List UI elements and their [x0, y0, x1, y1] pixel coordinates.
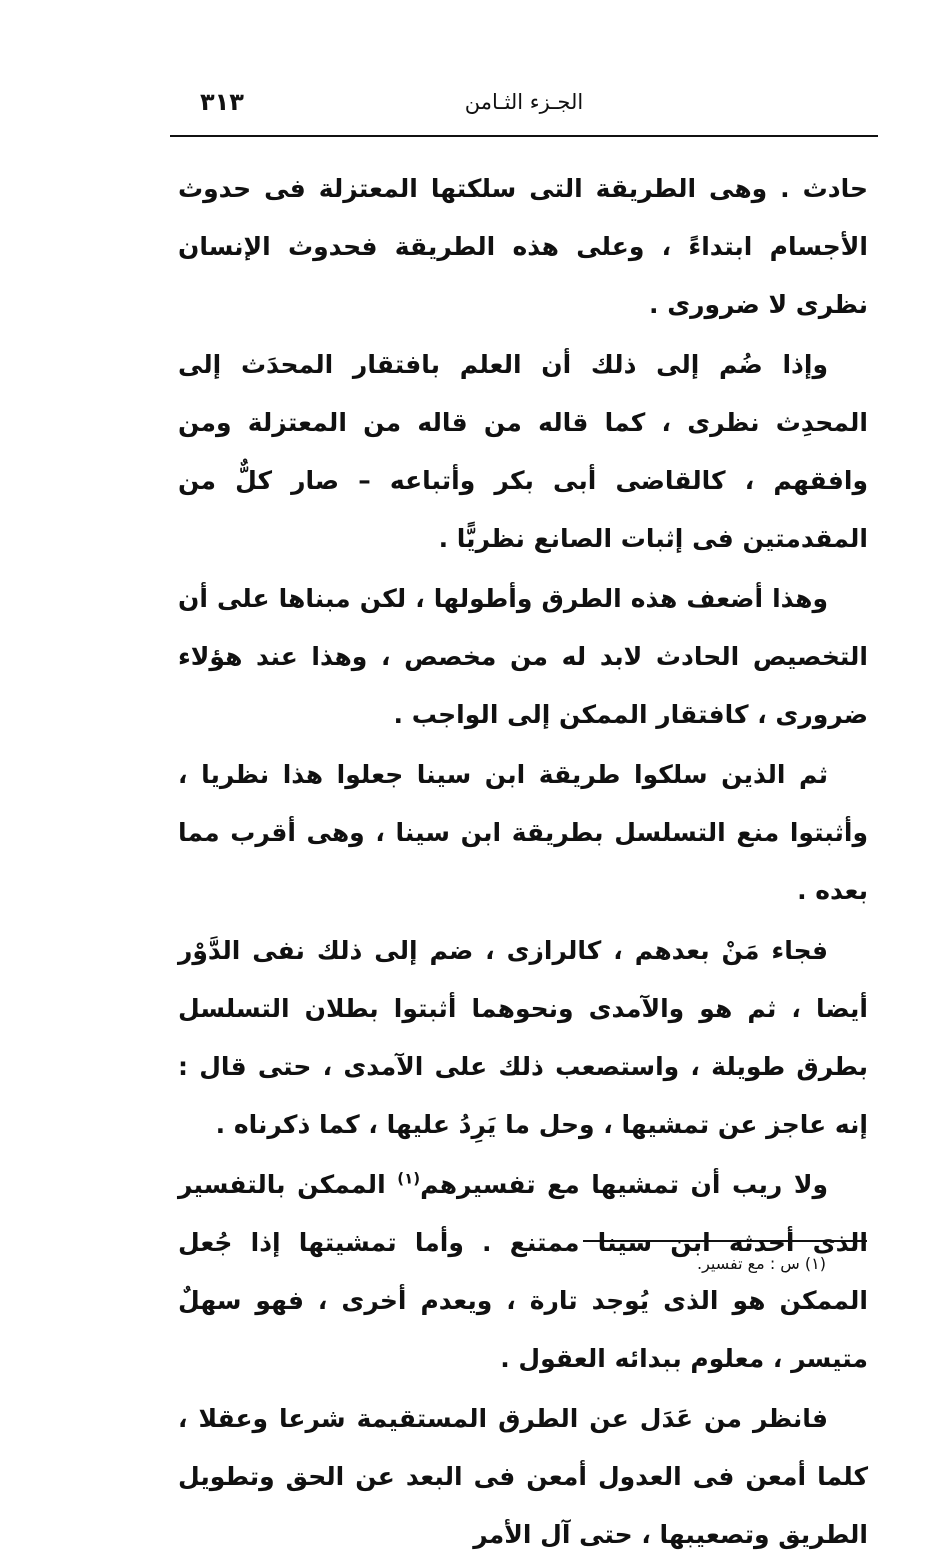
- paragraph: فانظر من عَدَل عن الطرق المستقيمة شرعا وعقلا ، كلما أمعن فى العدول أمعن فى البعد عن الحق وتطويل الطريق وتصعيبها ، حتى آل الأمر: [178, 1404, 868, 1549]
- running-head: [170, 88, 878, 128]
- footnote-rule: [583, 1240, 867, 1242]
- paragraph-text: الممكن بالتفسير الذى أحدثه ابن سينا ممتنع . وأما تمشيتها إذا جُعل الممكن هو الذى يُوجد تارة ، ويعدم أخرى ، فهو سهلٌ متيسر ، معلوم ببدائه العقول .: [178, 1170, 868, 1373]
- paragraph-text: ولا ريب أن تمشيها مع تفسيرهم: [420, 1170, 828, 1199]
- running-title: الجـزء الثـامن: [464, 90, 584, 114]
- paragraph: فجاء مَنْ بعدهم ، كالرازى ، ضم إلى ذلك نفى الدَّوْر أيضا ، ثم هو والآمدى ونحوهما أثبتوا بطلان التسلسل بطرق طويلة ، واستصعب ذلك على الآمدى ، حتى قال : إنه عاجز عن تمشيها ، وحل ما يَرِدُ عليها ، كما ذكرناه .: [178, 936, 868, 1139]
- footnote-reference: (١): [397, 1169, 421, 1188]
- paragraph: ثم الذين سلكوا طريقة ابن سينا جعلوا هذا نظريا ، وأثبتوا منع التسلسل بطريقة ابن سينا ، وهى أقرب مما بعده .: [178, 760, 868, 905]
- page-number: ٣١٣: [200, 88, 244, 116]
- main-text: [178, 160, 868, 1566]
- paragraph: حادث . وهى الطريقة التى سلكتها المعتزلة فى حدوث الأجسام ابتداءً ، وعلى هذه الطريقة فحدوث الإنسان نظرى لا ضرورى .: [178, 174, 868, 319]
- footnote: (١) س : مع تفسير.: [697, 1254, 826, 1273]
- header-rule: [170, 135, 878, 137]
- paragraph: وإذا ضُم إلى ذلك أن العلم بافتقار المحدَث إلى المحدِث نظرى ، كما قاله من قاله من المعتزلة ومن وافقهم ، كالقاضى أبى بكر وأتباعه – صار كلٌّ من المقدمتين فى إثبات الصانع نظريًّا .: [178, 350, 868, 553]
- paragraph: وهذا أضعف هذه الطرق وأطولها ، لكن مبناها على أن التخصيص الحادث لابد له من مخصص ، وهذا عند هؤلاء ضرورى ، كافتقار الممكن إلى الواجب .: [178, 584, 868, 729]
